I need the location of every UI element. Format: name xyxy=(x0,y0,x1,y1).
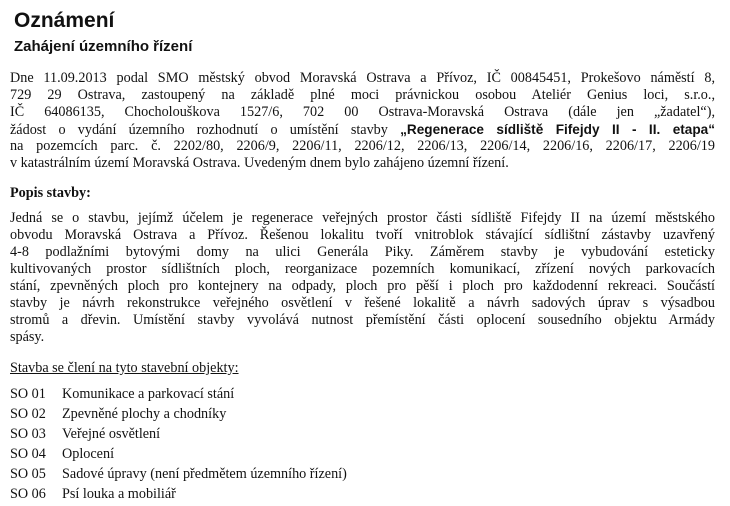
object-name: Psí louka a mobiliář xyxy=(62,486,176,502)
popis-line: stání, zpevněných ploch pro kontejnery na odpady, ploch pro pěší i ploch pro každodenní rekreaci. Součástí xyxy=(10,278,715,294)
popis-line: obvodu Moravská Ostrava a Přívoz. Řešenou lokalitu tvoří vnitroblok stávající sídlištní zástavby uzavřený xyxy=(10,227,715,243)
popis-line: stavby je návrh rekonstrukce veřejného osvětlení v řešené lokalitě a návrh sadových úprav s výsadbou xyxy=(10,295,715,311)
project-name: „Regenerace sídliště Fifejdy II - II. etapa“ xyxy=(400,122,715,137)
object-code: SO 03 xyxy=(10,426,46,442)
list-item xyxy=(10,406,226,423)
object-code: SO 04 xyxy=(10,446,46,462)
popis-line: spásy. xyxy=(10,329,45,345)
intro-line: v katastrálním území Moravská Ostrava. Uvedeným dnem bylo zahájeno územní řízení. xyxy=(10,155,509,171)
list-item xyxy=(10,446,114,463)
object-code: SO 02 xyxy=(10,406,46,422)
page-subtitle: Zahájení územního řízení xyxy=(14,38,193,55)
object-name: Sadové úpravy (není předmětem územního řízení) xyxy=(62,466,347,482)
intro-line: IČ 64086135, Chocholouškova 1527/6, 702 00 Ostrava-Moravská Ostrava (dále jen „žadatel“), xyxy=(10,104,715,120)
object-code: SO 05 xyxy=(10,466,46,482)
popis-line: stromů a dřevin. Umístění stavby vyvolává nutnost přemístění části oplocení sousedního objektu Armády xyxy=(10,312,715,328)
object-code: SO 01 xyxy=(10,386,46,402)
popis-heading: Popis stavby: xyxy=(10,185,91,201)
object-name: Oplocení xyxy=(62,446,115,462)
intro-line: 729 29 Ostrava, zastoupený na základě plné moci právnickou osobou Ateliér Genius loci, s.r.o., xyxy=(10,87,715,103)
popis-line: 4-8 podlažními bytovými domy na ulici Generála Piky. Záměrem stavby je vybudování esteticky xyxy=(10,244,715,260)
list-item xyxy=(10,486,176,503)
object-name: Komunikace a parkovací stání xyxy=(62,386,235,402)
object-name: Veřejné osvětlení xyxy=(62,426,161,442)
list-item xyxy=(10,426,160,443)
intro-line: na pozemcích parc. č. 2202/80, 2206/9, 2206/11, 2206/12, 2206/13, 2206/14, 2206/16, 2206/17, 2206/19 xyxy=(10,138,715,154)
popis-line: kultivovaných prostor sídlištních ploch, reorganizace pozemních komunikací, zřízení nových parkovacích xyxy=(10,261,715,277)
list-item xyxy=(10,386,234,403)
objects-heading: Stavba se člení na tyto stavební objekty: xyxy=(10,360,239,376)
page-title: Oznámení xyxy=(14,9,115,32)
list-item xyxy=(10,466,347,483)
popis-line: Jedná se o stavbu, jejímž účelem je regenerace veřejných prostor části sídliště Fifejdy II na území městského xyxy=(10,210,715,226)
intro-text: žádost o vydání územního rozhodnutí o umístění stavby xyxy=(10,122,401,138)
object-name: Zpevněné plochy a chodníky xyxy=(62,406,227,422)
intro-line: Dne 11.09.2013 podal SMO městský obvod Moravská Ostrava a Přívoz, IČ 00845451, Prokešovo náměstí 8, xyxy=(10,70,715,86)
intro-line xyxy=(10,121,715,139)
object-code: SO 06 xyxy=(10,486,46,502)
